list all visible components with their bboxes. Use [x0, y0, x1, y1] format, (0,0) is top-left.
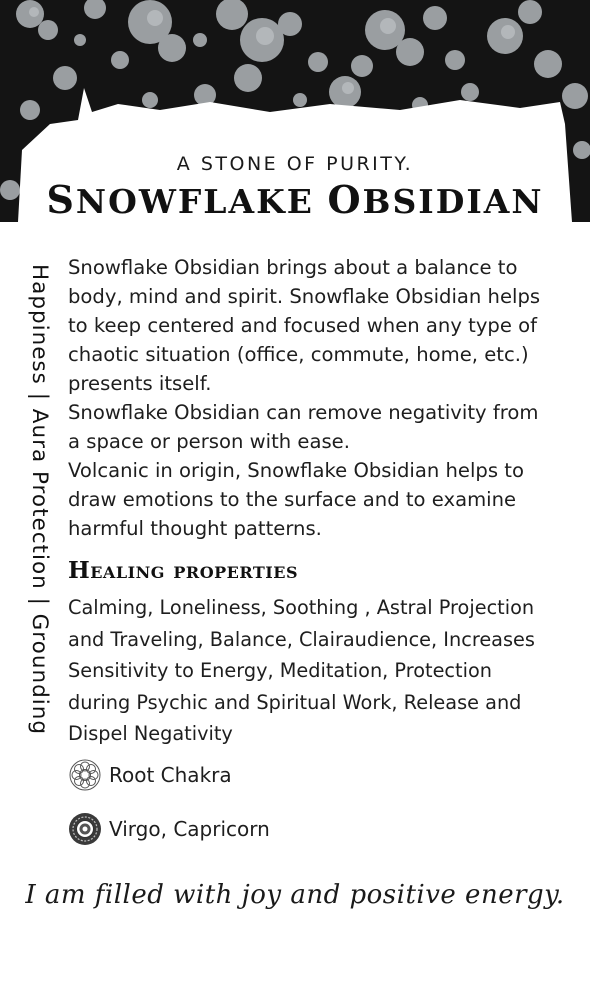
zodiac-row [68, 812, 270, 846]
healing-properties-list: Calming, Loneliness, Soothing , Astral Projection and Traveling, Balance, Clairaudience, Increases Sensitivity to Energy, Meditation, Protection during Psychic and Spiritual Work, Release and Dispel Negativity [68, 596, 535, 745]
chakra-row [68, 758, 232, 792]
affirmation-text: I am filled with joy and positive energy. [25, 880, 565, 910]
zodiac-mandala-icon [68, 812, 102, 846]
title-part-1: NOWFLAKE [75, 182, 328, 221]
chakra-label: Root Chakra [109, 763, 232, 787]
description-paragraph: Snowflake Obsidian can remove negativity from a space or person with ease. [68, 401, 539, 453]
crown-chakra-icon [68, 758, 102, 792]
stone-subtitle: A STONE OF PURITY. [176, 153, 414, 175]
zodiac-label: Virgo, Capricorn [109, 817, 270, 841]
title-initial-o: O [327, 177, 363, 222]
healing-properties-heading: Healing properties [68, 557, 299, 584]
properties-vertical-label: Happiness | Aura Protection | Grounding [27, 264, 52, 735]
stone-title [0, 177, 590, 222]
title-part-2: BSIDIAN [362, 182, 544, 221]
title-initial-s: S [46, 177, 76, 222]
stone-description [68, 253, 548, 543]
description-paragraph: Snowflake Obsidian brings about a balance to body, mind and spirit. Snowflake Obsidian helps to keep centered and focused when any type of chaotic situation (office, commute, home, etc.) presents itself. [68, 256, 541, 395]
description-paragraph: Volcanic in origin, Snowflake Obsidian helps to draw emotions to the surface and to examine harmful thought patterns. [68, 459, 524, 540]
